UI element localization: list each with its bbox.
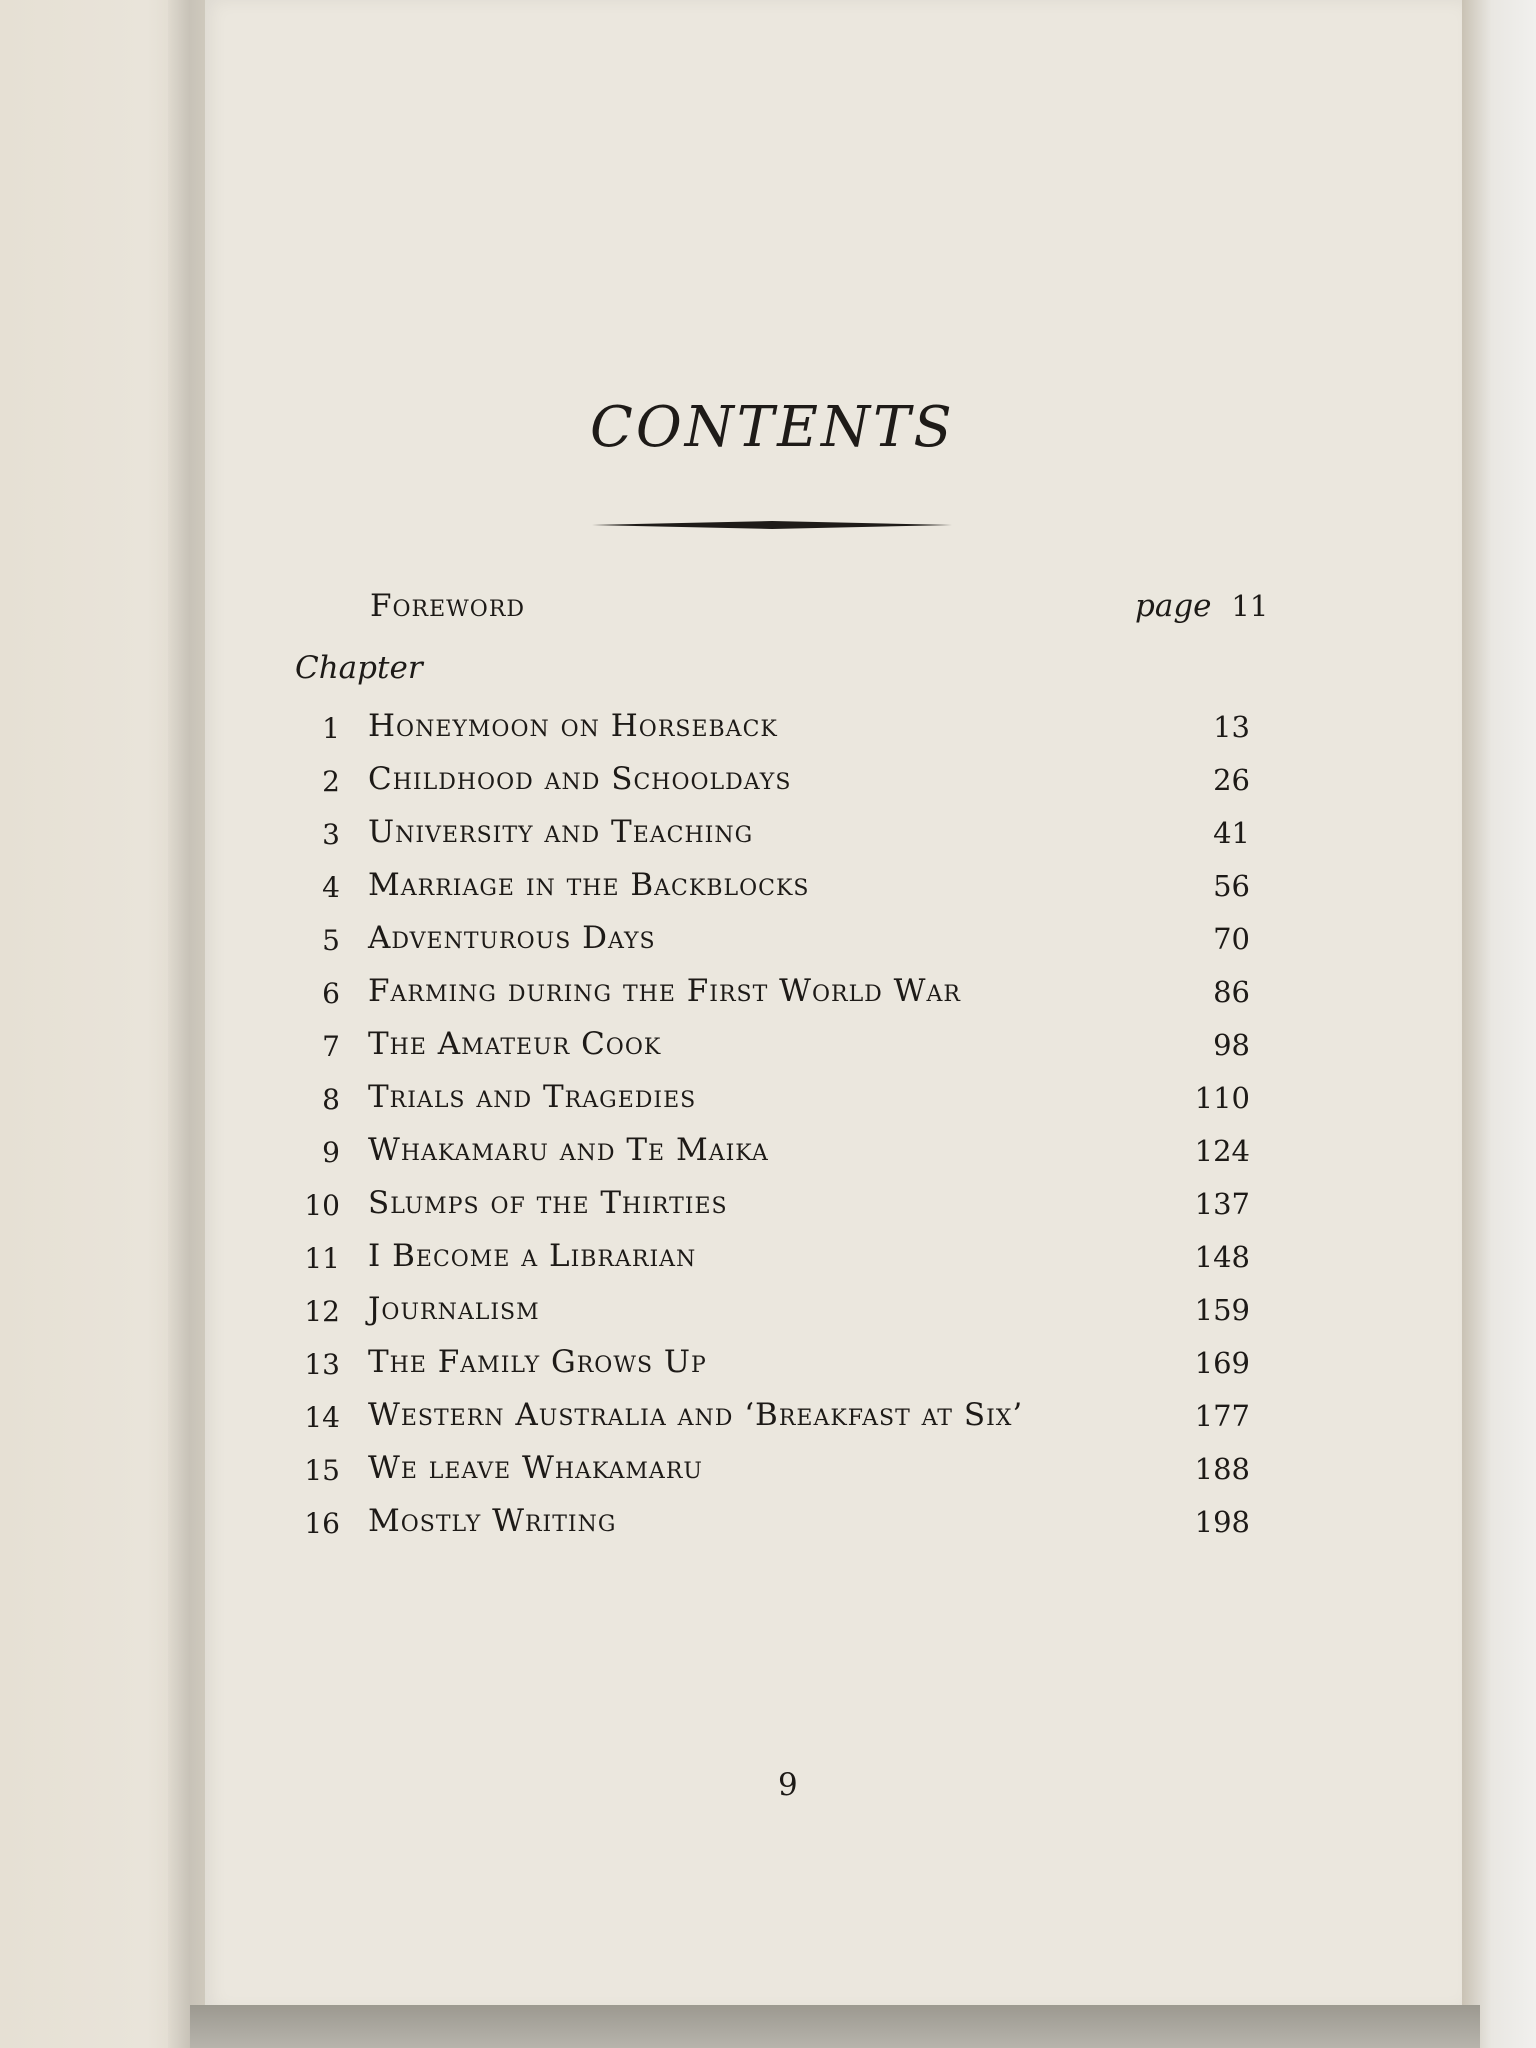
page-number: 9 (778, 1767, 798, 1803)
chapter-page: 177 (1194, 1399, 1250, 1433)
chapter-title: Journalism (368, 1291, 540, 1327)
chapter-number: 6 (322, 977, 340, 1010)
chapter-title: Childhood and Schooldays (368, 761, 792, 797)
chapter-page: 198 (1194, 1505, 1250, 1539)
chapter-number: 13 (304, 1348, 340, 1381)
chapter-title: Adventurous Days (368, 920, 656, 956)
chapter-number: 7 (322, 1030, 340, 1063)
chapter-title: Honeymoon on Horseback (368, 708, 778, 744)
chapter-number: 3 (322, 818, 340, 851)
chapter-title: Marriage in the Backblocks (368, 867, 810, 903)
page-edge (1462, 0, 1536, 2048)
chapter-page: 13 (1213, 710, 1250, 744)
chapter-title: Mostly Writing (368, 1503, 617, 1539)
chapter-page: 148 (1194, 1240, 1250, 1274)
chapter-number: 5 (322, 924, 340, 957)
page-prefix: page (1135, 588, 1212, 624)
chapter-page: 159 (1194, 1293, 1250, 1327)
chapter-title: University and Teaching (368, 814, 754, 850)
chapter-title: We leave Whakamaru (368, 1450, 703, 1486)
chapter-number: 9 (322, 1136, 340, 1169)
chapter-number: 14 (304, 1401, 340, 1434)
chapter-title: Slumps of the Thirties (368, 1185, 728, 1221)
chapter-number: 16 (304, 1507, 340, 1540)
chapter-title: Farming during the First World War (368, 973, 961, 1009)
chapter-page: 56 (1213, 869, 1250, 903)
chapter-page: 188 (1194, 1452, 1250, 1486)
chapter-number: 8 (322, 1083, 340, 1116)
chapter-number: 10 (304, 1189, 340, 1222)
chapter-number: 2 (322, 765, 340, 798)
page-title: CONTENTS (590, 395, 955, 460)
chapter-number: 12 (304, 1295, 340, 1328)
foreword-page-number: 11 (1231, 589, 1269, 623)
chapter-page: 98 (1213, 1028, 1250, 1062)
chapter-title: Whakamaru and Te Maika (368, 1132, 769, 1168)
chapter-title: The Amateur Cook (368, 1026, 662, 1062)
chapter-page: 70 (1213, 922, 1250, 956)
chapter-title: I Become a Librarian (368, 1238, 697, 1274)
chapter-label: Chapter (295, 650, 423, 686)
chapter-title: Western Australia and ‘Breakfast at Six’ (368, 1397, 1024, 1433)
chapter-title: Trials and Tragedies (368, 1079, 697, 1115)
chapter-number: 1 (322, 712, 340, 745)
foreword-entry: Foreword (370, 588, 526, 624)
chapter-number: 4 (322, 871, 340, 904)
chapter-page: 137 (1194, 1187, 1250, 1221)
chapter-page: 110 (1194, 1081, 1250, 1115)
foreword-page (1135, 588, 1268, 624)
chapter-number: 11 (304, 1242, 340, 1275)
chapter-page: 41 (1213, 816, 1250, 850)
bottom-shadow (190, 2005, 1480, 2048)
chapter-title: The Family Grows Up (368, 1344, 707, 1380)
chapter-page: 169 (1194, 1346, 1250, 1380)
chapter-page: 86 (1213, 975, 1250, 1009)
chapter-page: 26 (1213, 763, 1250, 797)
chapter-page: 124 (1194, 1134, 1250, 1168)
chapter-number: 15 (304, 1454, 340, 1487)
